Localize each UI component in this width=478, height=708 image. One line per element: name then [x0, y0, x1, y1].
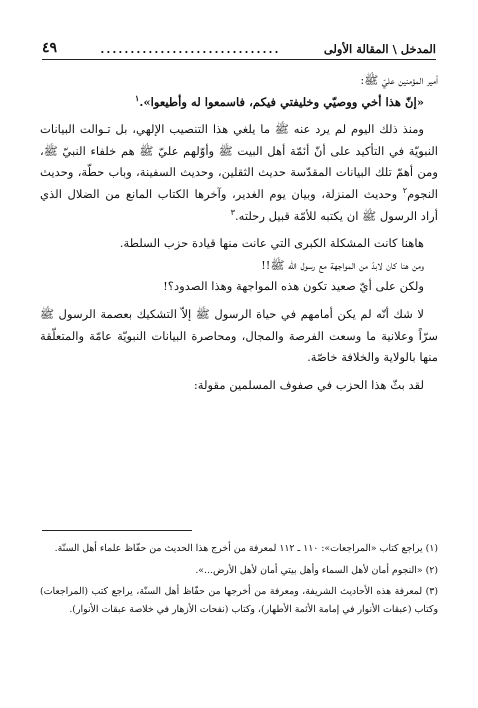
paragraph-statements-text-2: وحديث المنزلة، وبيان يوم الغدير، وآخرها الكتاب المانع من الضلال الذي أراد الرسول ﷺ ان يكتبه للأمّة قبيل رحلته. — [40, 186, 438, 223]
chapter-title: المدخل \ المقالة الأولى — [323, 42, 436, 56]
footnote-3: (٣) لمعرفة هذه الأحاديث الشريفة، ومعرفة من أخرجها من حفّاظ أهل السنّة، يراجع كتب (المراجعات) وكتاب (عبقات الأنوار في إمامة الأئمة الأطهار)، وكتاب (نفحات الأزهار في خلاصة عبقات الأنوار). — [40, 586, 438, 615]
hadith-quote — [40, 92, 438, 114]
paragraph-statements — [40, 119, 438, 227]
footnote-ref-3: ٣ — [230, 207, 235, 217]
paragraph-intro: أمير المؤمنين عليّ ﷺ: — [360, 73, 438, 87]
footnotes — [40, 540, 438, 622]
paragraph-doubt: لا شك أنّه لم يكن أمامهم في حياة الرسول ﷺ إلاّ التشكيك بعصمة الرسول ﷺ سرّاً وعلانية ما وسعت الفرصة والمجال، ومحاصرة البيانات النبويّة عامّة والمتعلّقة منها بالولاية والخلافة خاصّة. — [40, 306, 438, 365]
paragraph-problem: هاهنا كانت المشكلة الكبرى التي عانت منها قيادة حزب السلطة. — [119, 236, 424, 251]
hadith-text: «إنّ هذا أخي ووصيّي وخليفتي فيكم، فاسمعوا له وأطيعوا». — [139, 94, 424, 109]
paragraph-confrontation: ومن هنا كان لابدّ من المواجهة مع رسول الله ﷺ!! — [261, 257, 424, 272]
main-text — [40, 70, 438, 396]
footnote-rule — [42, 530, 192, 531]
footnote-ref-1: ١ — [135, 92, 140, 103]
running-header — [42, 36, 436, 56]
paragraph-saying: لقد بثّ هذا الحزب في صفوف المسلمين مقولة: — [193, 377, 424, 392]
footnote-1: (١) يراجع كتاب «المراجعات»: ١١٠ ـ ١١٢ لمعرفة من أخرج هذا الحديث من حفّاظ علماء أهل السنّة. — [54, 543, 438, 554]
footnote-ref-2: ٢ — [402, 186, 408, 196]
header-rule — [42, 59, 436, 60]
paragraph-question: ولكن على أيّ صعيد تكون هذه المواجهة وهذا الصدود؟! — [163, 279, 424, 294]
paragraph-statements-text: ومنذ ذلك اليوم لم يرد عنه ﷺ ما يلغي هذا التنصيب الإلهي، بل تـوالت البيانات النبويّة في التأكيد على أنّ أئمّة أهل البيت ﷺ وأوّلهم عليّ ﷺ هم خلفاء النبيّ ﷺ، ومن أهمّ تلك البيانات المقدّسة حديث الثقلين، وحديث السفينة، وباب حطّة، وحديث النجوم — [40, 122, 438, 201]
footnote-2: (٢) «النجوم أمان لأهل السماء وأهل بيتي أمان لأهل الأرض...». — [195, 564, 438, 576]
page-number: ٤٩ — [42, 40, 58, 56]
leader-dots: .............................. — [100, 42, 281, 56]
